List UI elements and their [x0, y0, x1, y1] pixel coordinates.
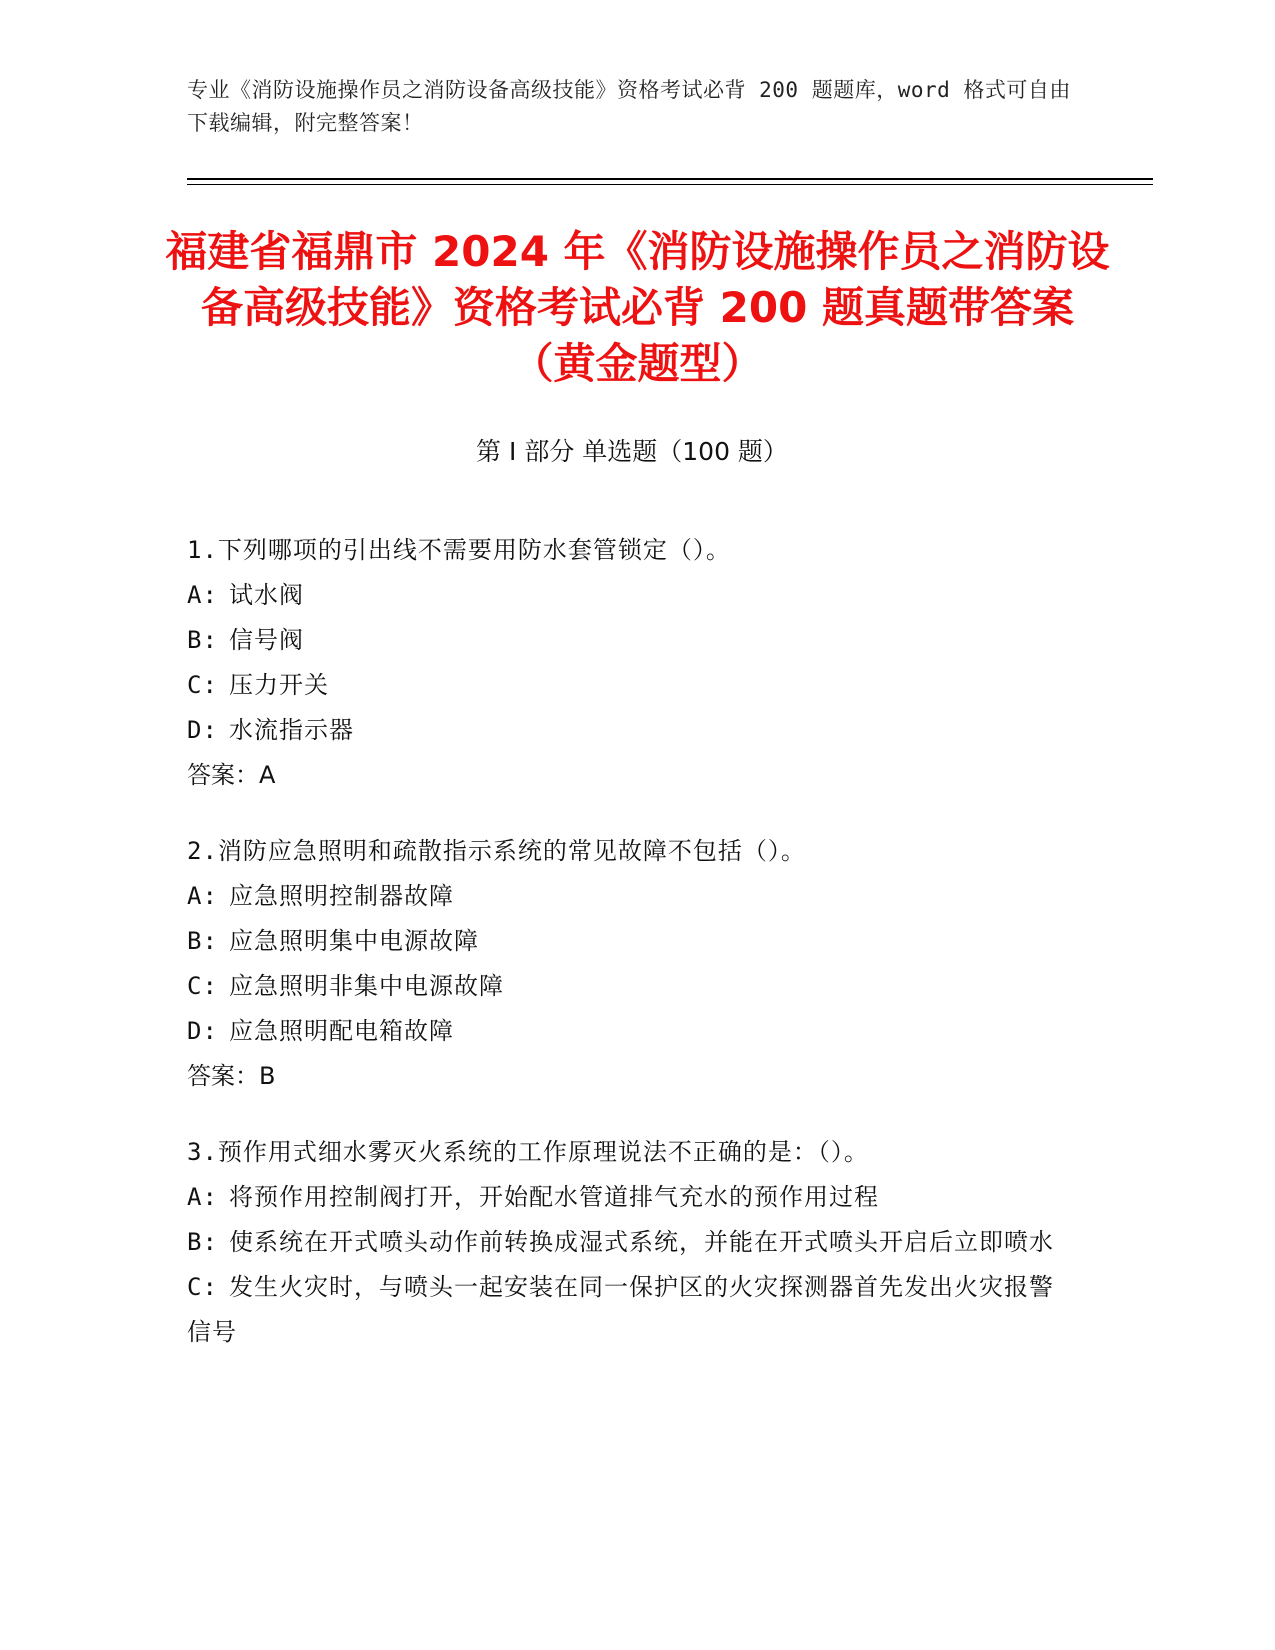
option-c	[187, 663, 1067, 708]
option-d	[187, 708, 1067, 753]
answer-line: 答案：B	[187, 1062, 276, 1090]
option-letter: D:	[187, 1017, 218, 1045]
question-stem: 3.预作用式细水雾灭火系统的工作原理说法不正确的是：（）。	[187, 1138, 869, 1166]
option-letter: B:	[187, 1228, 218, 1256]
option-a	[187, 1175, 1067, 1220]
option-text: 将预作用控制阀打开，开始配水管道排气充水的预作用过程	[229, 1183, 879, 1211]
option-c	[187, 964, 1067, 1009]
question-stem: 2.消防应急照明和疏散指示系统的常见故障不包括（）。	[187, 837, 806, 865]
option-letter: B:	[187, 927, 218, 955]
header-rule-thick	[187, 178, 1153, 180]
header-rule-thin	[187, 184, 1153, 185]
question-3	[187, 1130, 1067, 1355]
option-b	[187, 1220, 1067, 1265]
option-text: 水流指示器	[229, 716, 354, 744]
option-b	[187, 618, 1067, 663]
option-letter: A:	[187, 882, 218, 910]
header-note: 专业《消防设施操作员之消防设备高级技能》资格考试必背 200 题题库，word 格式可自由下载编辑，附完整答案！	[187, 78, 1071, 135]
option-letter: A:	[187, 581, 218, 609]
option-c	[187, 1265, 1067, 1355]
question-2	[187, 829, 1067, 1099]
option-text: 应急照明配电箱故障	[229, 1017, 454, 1045]
section-title: 第 I 部分 单选题（100 题）	[476, 437, 788, 466]
option-text: 使系统在开式喷头动作前转换成湿式系统，并能在开式喷头开启后立即喷水	[229, 1228, 1054, 1256]
option-text: 发生火灾时，与喷头一起安装在同一保护区的火灾探测器首先发出火灾报警信号	[187, 1273, 1054, 1346]
option-text: 试水阀	[229, 581, 304, 609]
option-a	[187, 573, 1067, 618]
question-stem: 1.下列哪项的引出线不需要用防水套管锁定（）。	[187, 536, 731, 564]
option-d	[187, 1009, 1067, 1054]
answer-line: 答案：A	[187, 761, 276, 789]
option-a	[187, 874, 1067, 919]
option-letter: B:	[187, 626, 218, 654]
option-letter: C:	[187, 1273, 218, 1301]
option-letter: C:	[187, 671, 218, 699]
option-b	[187, 919, 1067, 964]
option-text: 应急照明控制器故障	[229, 882, 454, 910]
option-letter: A:	[187, 1183, 218, 1211]
option-text: 信号阀	[229, 626, 304, 654]
document-title: 福建省福鼎市 2024 年《消防设施操作员之消防设备高级技能》资格考试必背 200 题真题带答案（黄金题型）	[165, 227, 1110, 388]
option-letter: C:	[187, 972, 218, 1000]
option-text: 压力开关	[229, 671, 329, 699]
question-list	[187, 528, 1067, 1386]
question-1	[187, 528, 1067, 798]
option-text: 应急照明非集中电源故障	[229, 972, 504, 1000]
option-letter: D:	[187, 716, 218, 744]
option-text: 应急照明集中电源故障	[229, 927, 479, 955]
